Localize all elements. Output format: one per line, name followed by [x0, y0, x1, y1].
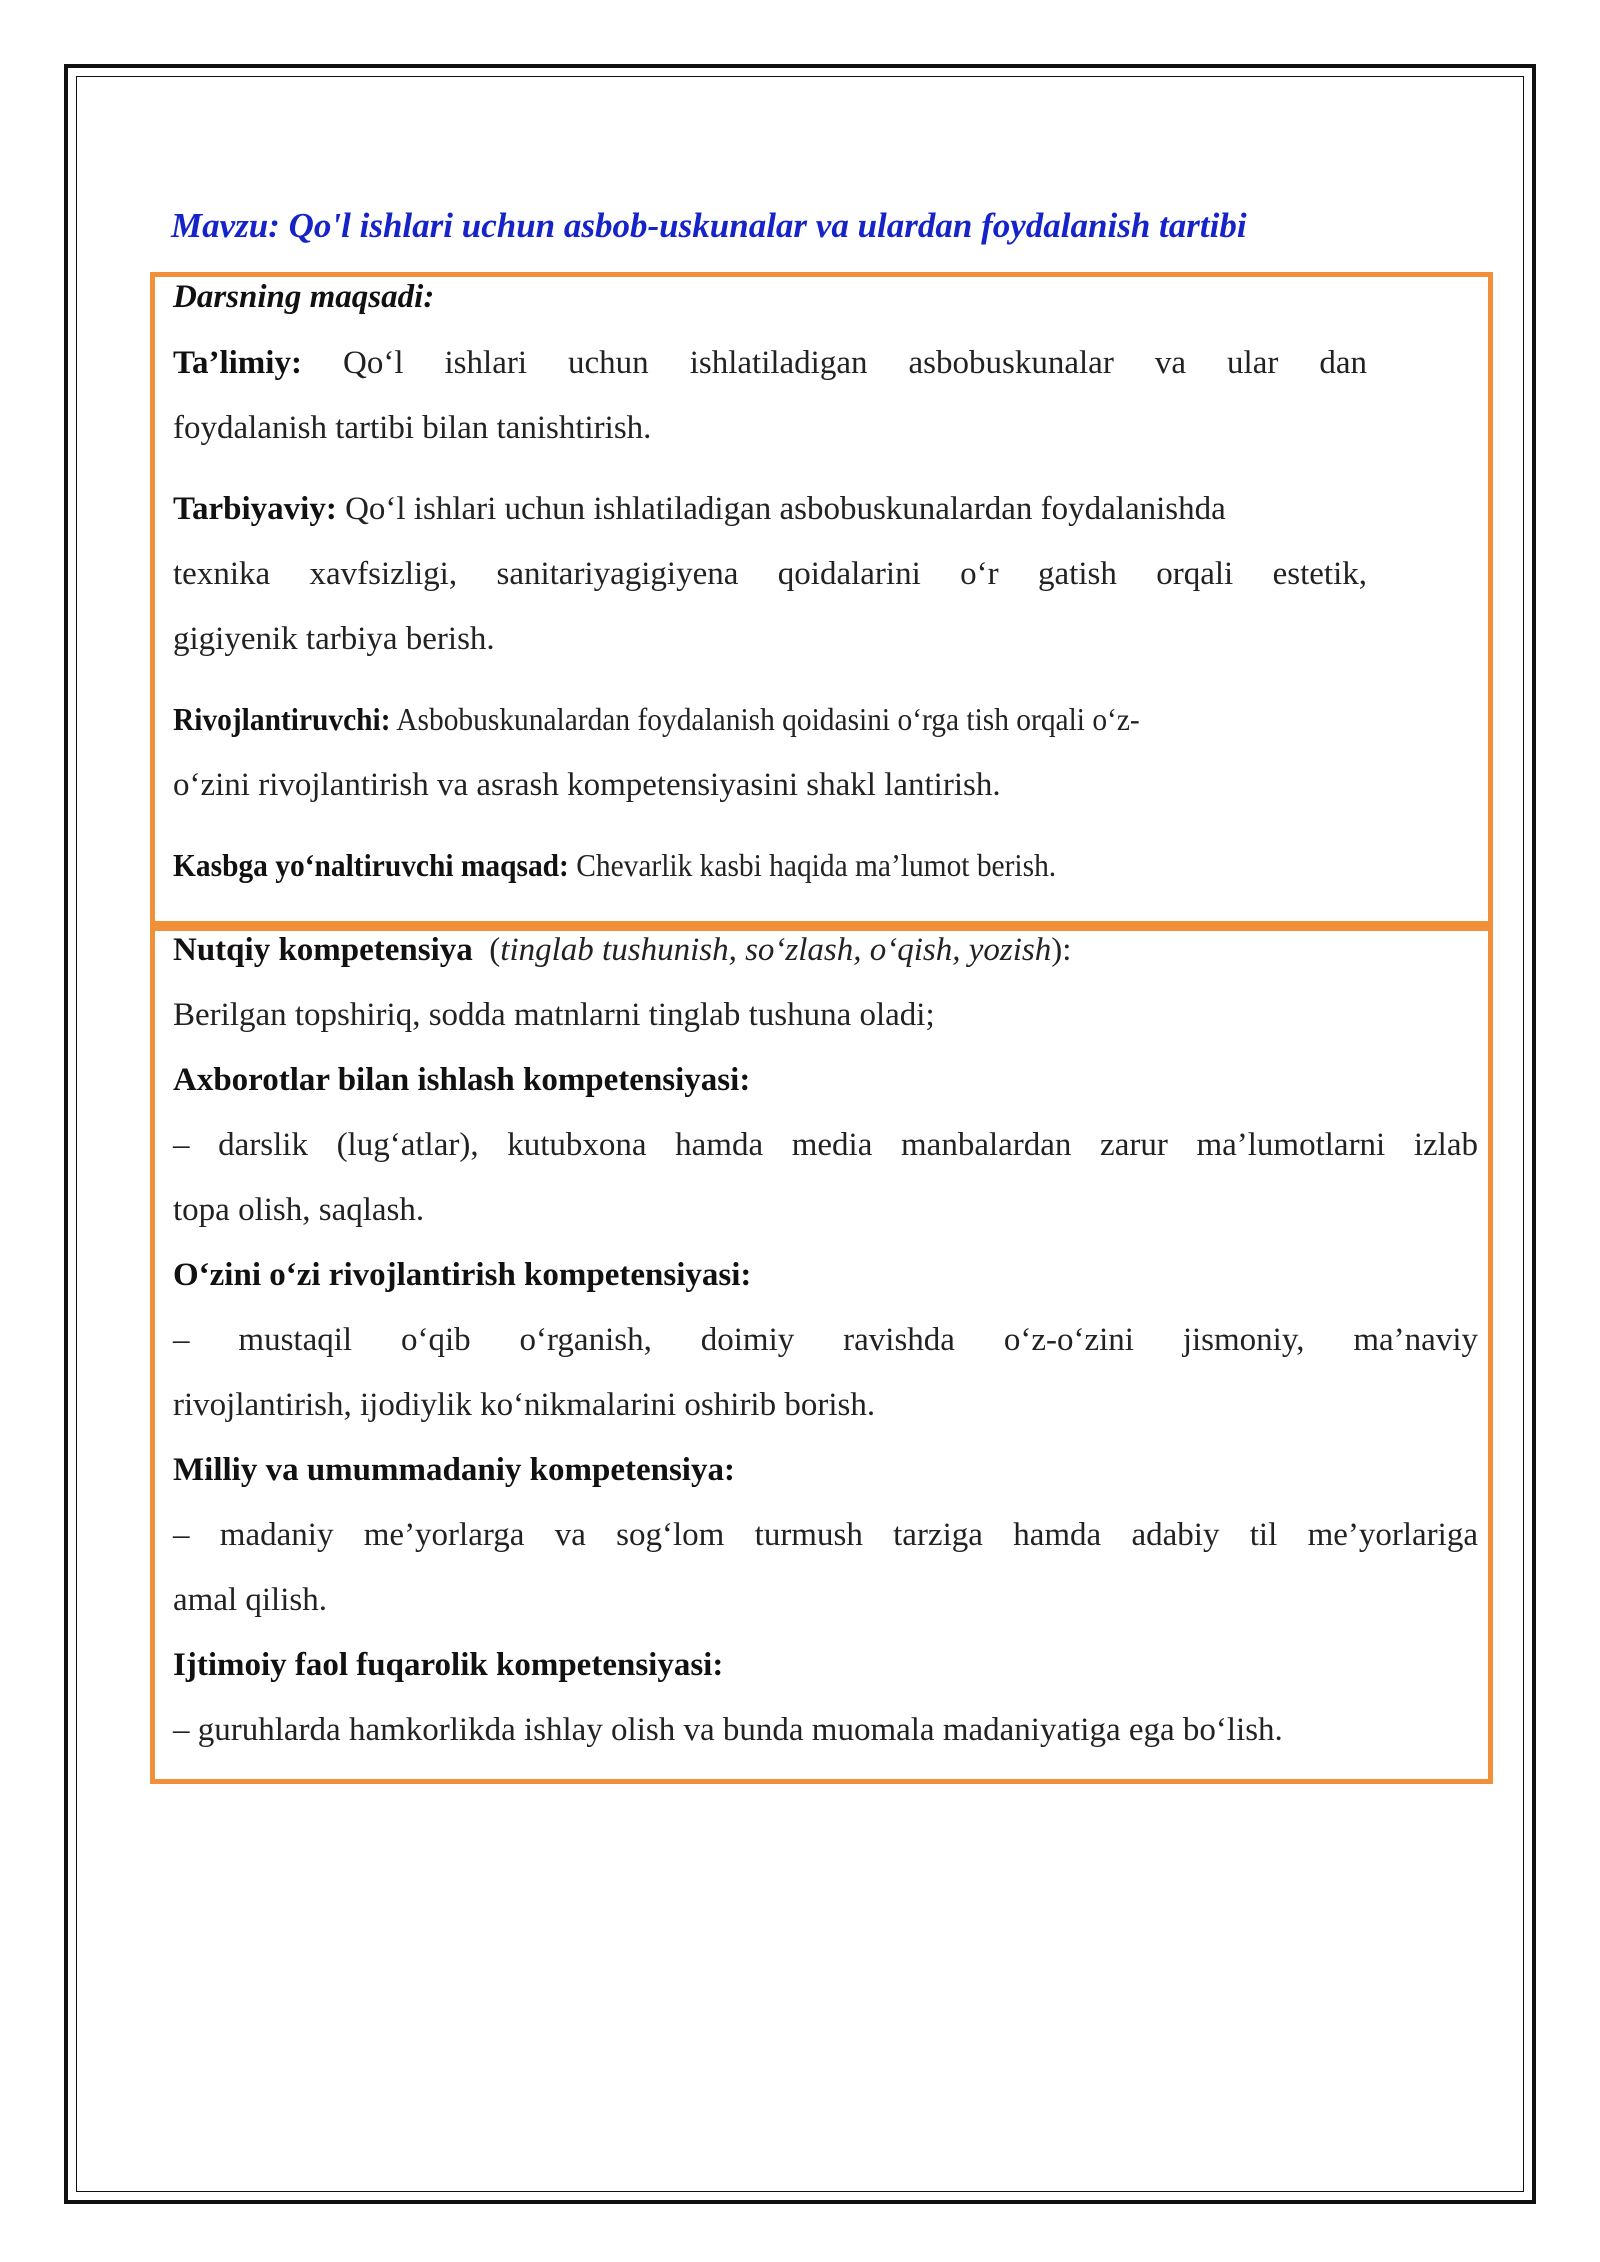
- tarbiyaviy-text: Qo‘l ishlari uchun ishlatiladigan asbobuskunalardan foydalanishda: [345, 491, 1226, 527]
- talimiy-line1: [173, 345, 1367, 382]
- ijtimoiy-line1: – guruhlarda hamkorlikda ishlay olish va bunda muomala madaniyatiga ega bo‘lish.: [173, 1712, 1283, 1748]
- axborot-line2: topa olish, saqlash.: [173, 1192, 425, 1228]
- tarbiyaviy-line3: gigiyenik tarbiya berish.: [173, 621, 495, 657]
- ozini-line2: rivojlantirish, ijodiylik ko‘nikmalarini oshirib borish.: [173, 1387, 876, 1423]
- ozini-line1: – mustaqil o‘qib o‘rganish, doimiy ravishda o‘z-o‘zini jismoniy, ma’naviy: [173, 1322, 1478, 1358]
- nutqiy-heading: [173, 932, 1071, 969]
- nutqiy-label: Nutqiy kompetensiya: [173, 932, 473, 968]
- rivojlantiruvchi-line2: o‘zini rivojlantirish va asrash kompetensiyasini shakl lantirish.: [173, 767, 1001, 803]
- nutqiy-paren-text: tinglab tushunish, so‘zlash, o‘qish, yozish: [500, 932, 1052, 968]
- page-title: Mavzu: Qo'l ishlari uchun asbob-uskunalar va ulardan foydalanish tartibi: [171, 206, 1247, 245]
- rivojlantiruvchi-text: Asbobuskunalardan foydalanish qoidasini o‘rga tish orqali o‘z-: [396, 701, 1140, 737]
- talimiy-text: Qo‘l ishlari uchun ishlatiladigan asbobuskunalar va ular dan: [343, 345, 1368, 381]
- objectives-heading: Darsning maqsadi:: [173, 279, 435, 315]
- milliy-line2: amal qilish.: [173, 1582, 327, 1618]
- tarbiyaviy-label: Tarbiyaviy:: [173, 491, 337, 527]
- rivojlantiruvchi-label: Rivojlantiruvchi:: [173, 701, 391, 737]
- rivojlantiruvchi-line1: [173, 701, 1140, 738]
- kasbga-line: [173, 847, 1056, 884]
- axborot-line1: – darslik (lug‘atlar), kutubxona hamda media manbalardan zarur ma’lumotlarni izlab: [173, 1127, 1478, 1163]
- nutqiy-text: Berilgan topshiriq, sodda matnlarni tinglab tushuna oladi;: [173, 997, 935, 1033]
- kasbga-text: Chevarlik kasbi haqida ma’lumot berish.: [576, 847, 1057, 883]
- talimiy-line2: foydalanish tartibi bilan tanishtirish.: [173, 410, 652, 446]
- milliy-label: Milliy va umummadaniy kompetensiya:: [173, 1452, 735, 1488]
- competencies-box: [150, 926, 1493, 1784]
- kasbga-label: Kasbga yo‘naltiruvchi maqsad:: [173, 847, 569, 883]
- milliy-line1: – madaniy me’yorlarga va sog‘lom turmush tarziga hamda adabiy til me’yorlariga: [173, 1517, 1478, 1553]
- ijtimoiy-label: Ijtimoiy faol fuqarolik kompetensiyasi:: [173, 1647, 724, 1683]
- objectives-box: [150, 272, 1493, 926]
- tarbiyaviy-line2: texnika xavfsizligi, sanitariyagigiyena qoidalarini o‘r gatish orqali estetik,: [173, 556, 1367, 592]
- axborot-label: Axborotlar bilan ishlash kompetensiyasi:: [173, 1062, 751, 1098]
- nutqiy-paren-close: ):: [1051, 932, 1072, 968]
- tarbiyaviy-line1: [173, 491, 1226, 528]
- nutqiy-paren-open: (: [489, 932, 501, 968]
- talimiy-label: Ta’limiy:: [173, 345, 302, 381]
- ozini-label: O‘zini o‘zi rivojlantirish kompetensiyasi:: [173, 1257, 752, 1293]
